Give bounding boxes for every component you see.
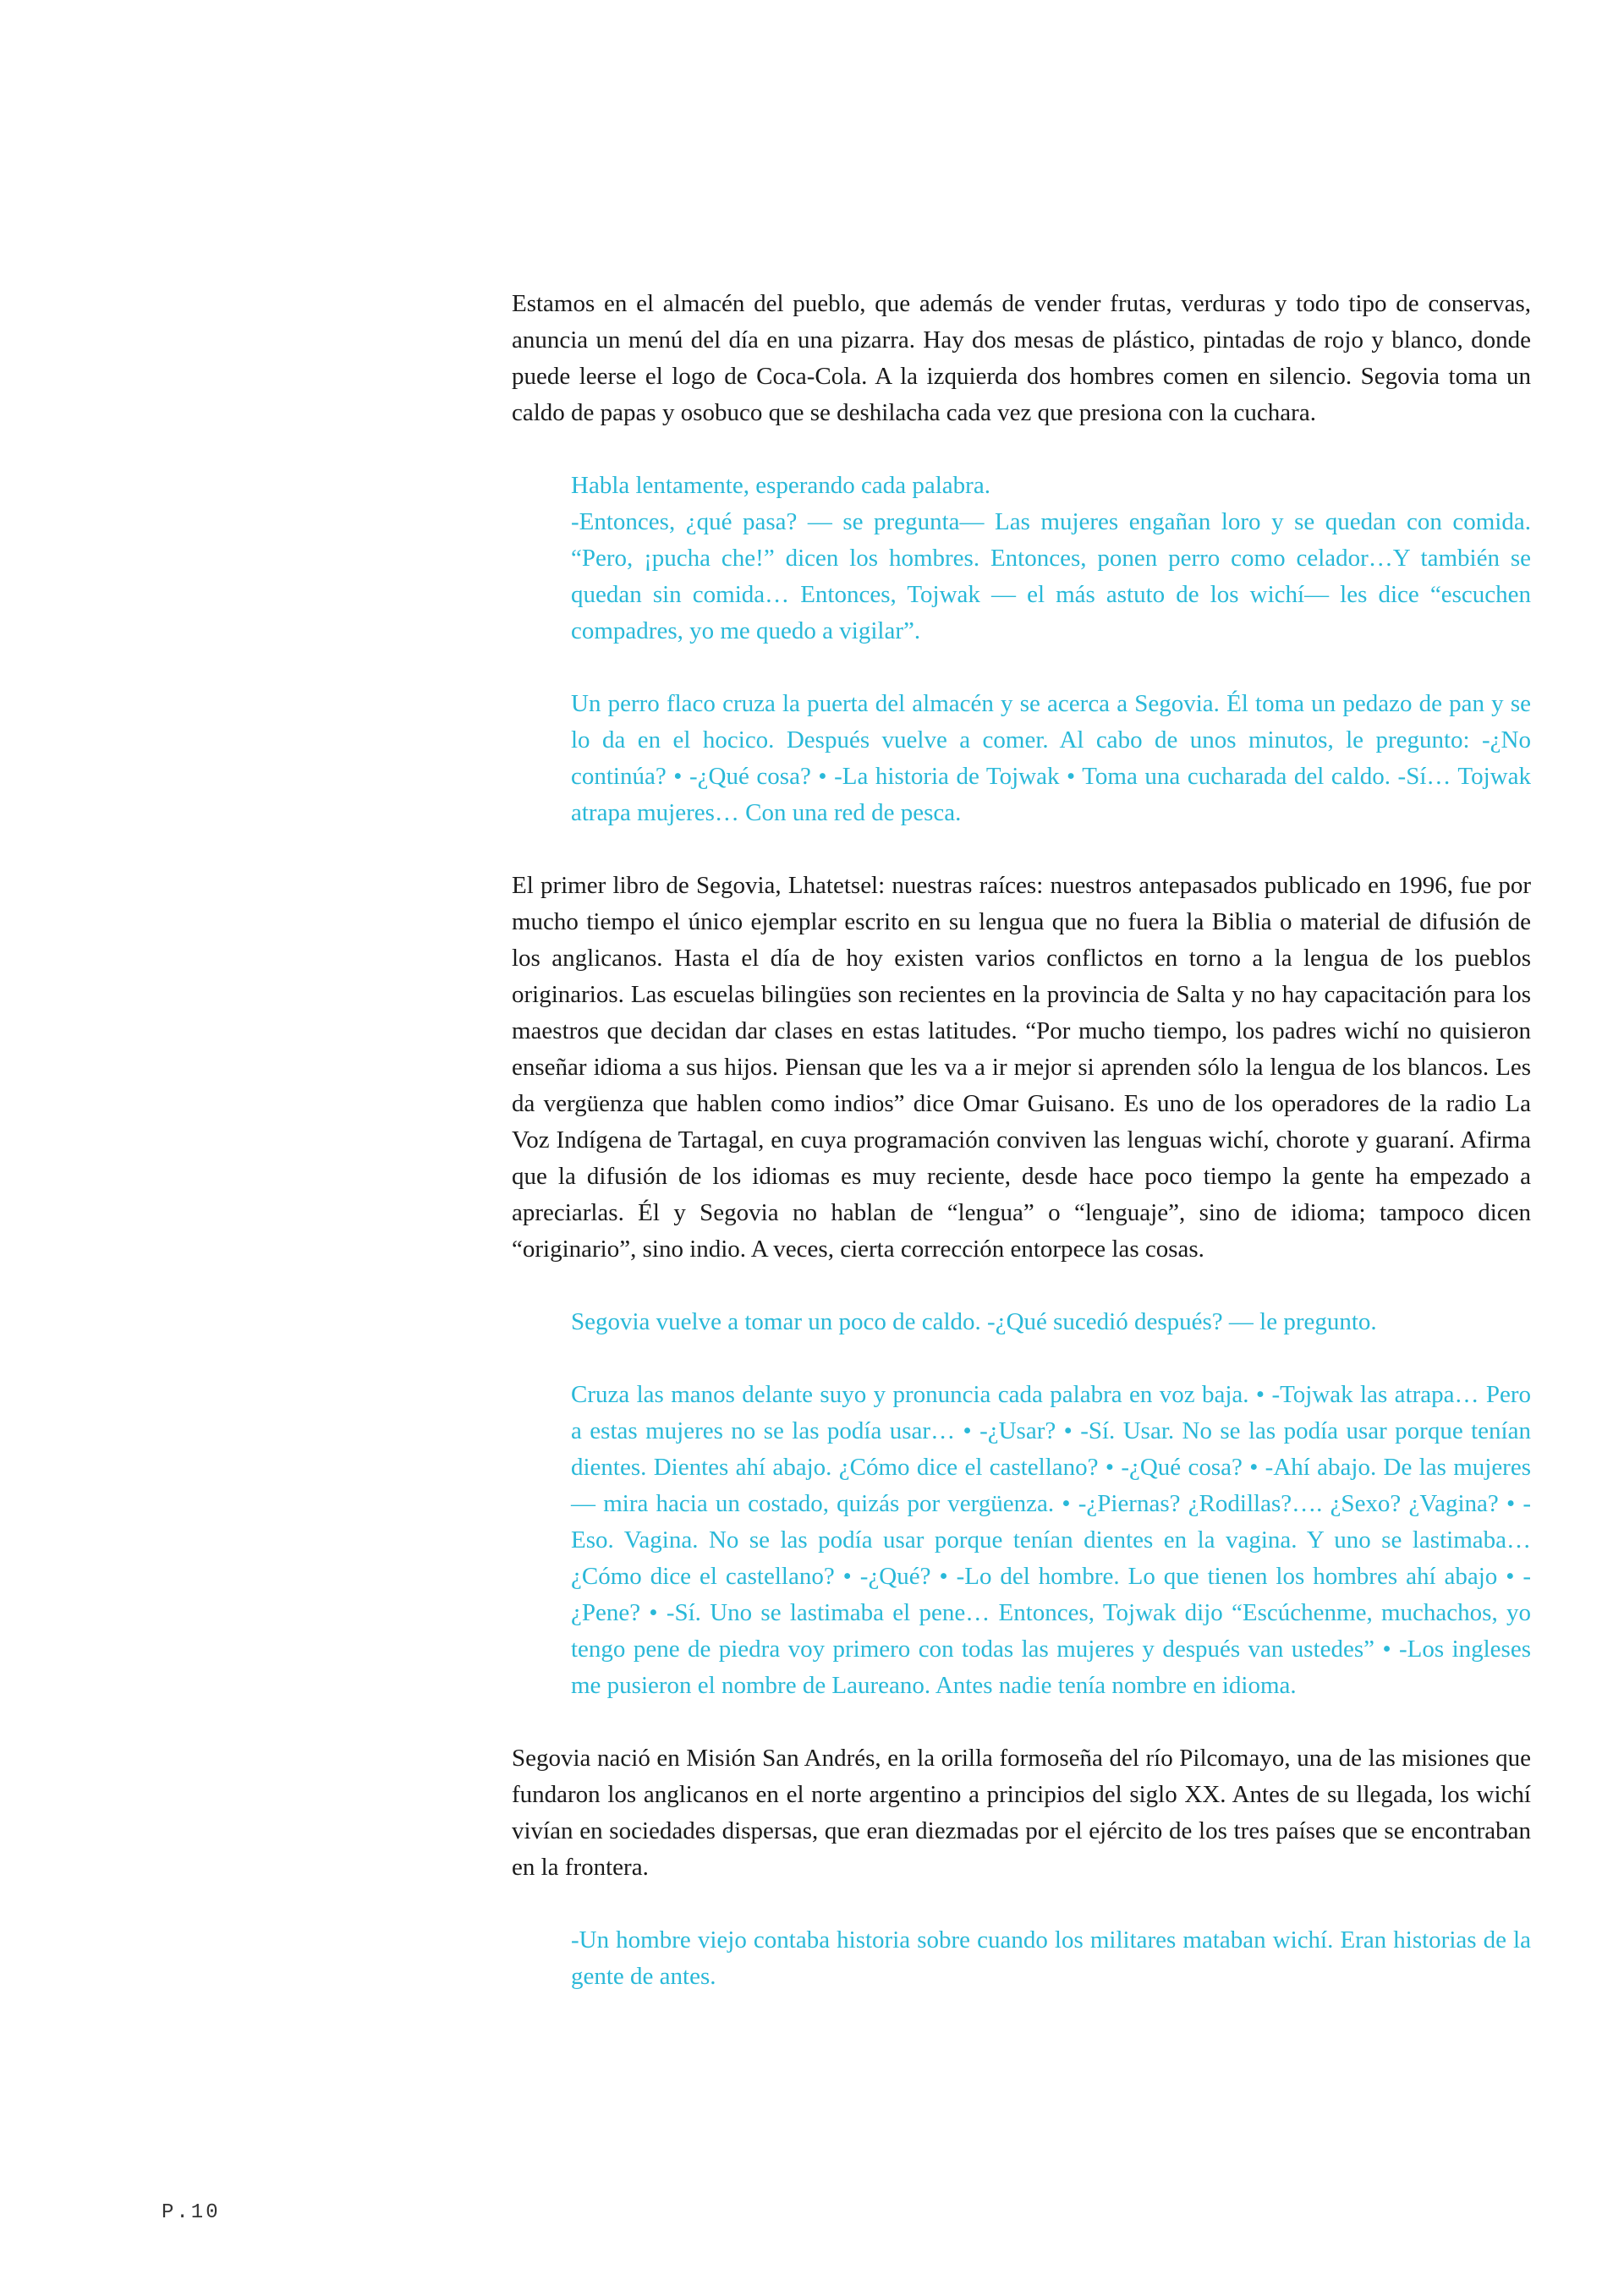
text-column bbox=[512, 286, 1531, 1995]
quote-paragraph-hombre-viejo: -Un hombre viejo contaba historia sobre cuando los militares mataban wichí. Eran historias de la gente de antes. bbox=[571, 1926, 1531, 1990]
quote-paragraph-caldo: Segovia vuelve a tomar un poco de caldo. -¿Qué sucedió después? — le pregunto. bbox=[571, 1308, 1377, 1335]
quote-paragraph-perro: Un perro flaco cruza la puerta del almacén y se acerca a Segovia. Él toma un pedazo de pan y se lo da en el hocico. Después vuelve a comer. Al cabo de unos minutos, le pregunto: -¿No continúa? • -¿Qué cosa? • -La historia de Tojwak • Toma una cucharada del caldo. -Sí… Tojwak atrapa mujeres… Con una red de pesca. bbox=[571, 690, 1531, 826]
quote-block-manos bbox=[571, 1377, 1531, 1704]
quote-block-caldo bbox=[571, 1304, 1531, 1340]
quote-block-habla bbox=[571, 468, 1531, 649]
quote-block-hombre-viejo bbox=[571, 1922, 1531, 1995]
quote-block-perro bbox=[571, 686, 1531, 831]
quote-paragraph-manos: Cruza las manos delante suyo y pronuncia cada palabra en voz baja. • -Tojwak las atrapa… Pero a estas mujeres no se las podía usar… • -¿Usar? • -Sí. Usar. No se las podía usar porque tenían dientes. Dientes ahí abajo. ¿Cómo dice el castellano? • -¿Qué cosa? • -Ahí abajo. De las mujeres — mira hacia un costado, quizás por vergüenza. • -¿Piernas? ¿Rodillas?…. ¿Sexo? ¿Vagina? • -Eso. Vagina. No se las podía usar porque tenían dientes en la vagina. Y uno se lastimaba… ¿Cómo dice el castellano? • -¿Qué? • -Lo del hombre. Lo que tienen los hombres ahí abajo • -¿Pene? • -Sí. Uno se lastimaba el pene… Entonces, Tojwak dijo “Escúchenme, muchachos, yo tengo pene de piedra voy primero con todas las mujeres y después van ustedes” • -Los ingleses me pusieron el nombre de Laureano. Antes nadie tenía nombre en idioma. bbox=[571, 1381, 1531, 1699]
body-paragraph-mision: Segovia nació en Misión San Andrés, en la orilla formoseña del río Pilcomayo, una de las misiones que fundaron los anglicanos en el norte argentino a principios del siglo XX. Antes de su llegada, los wichí vivían en sociedades dispersas, que eran diezmadas por el ejército de los tres países que se encontraban en la frontera. bbox=[512, 1745, 1531, 1881]
page-number: P.10 bbox=[162, 2201, 221, 2224]
quote-line-habla: Habla lentamente, esperando cada palabra. bbox=[571, 472, 990, 499]
body-paragraph-almacen: Estamos en el almacén del pueblo, que además de vender frutas, verduras y todo tipo de conservas, anuncia un menú del día en una pizarra. Hay dos mesas de plástico, pintadas de rojo y blanco, donde puede leerse el logo de Coca-Cola. A la izquierda dos hombres comen en silencio. Segovia toma un caldo de papas y osobuco que se deshilacha cada vez que presiona con la cuchara. bbox=[512, 290, 1531, 426]
quote-line-entonces: -Entonces, ¿qué pasa? — se pregunta— Las mujeres engañan loro y se quedan con comida. “Pero, ¡pucha che!” dicen los hombres. Entonces, ponen perro como celador…Y también se quedan sin comida… Entonces, Tojwak — el más astuto de los wichí— les dice “escuchen compadres, yo me quedo a vigilar”. bbox=[571, 508, 1531, 644]
body-paragraph-libro: El primer libro de Segovia, Lhatetsel: nuestras raíces: nuestros antepasados publicado en 1996, fue por mucho tiempo el único ejemplar escrito en su lengua que no fuera la Biblia o material de difusión de los anglicanos. Hasta el día de hoy existen varios conflictos en torno a la lengua de los pueblos originarios. Las escuelas bilingües son recientes en la provincia de Salta y no hay capacitación para los maestros que decidan dar clases en estas latitudes. “Por mucho tiempo, los padres wichí no quisieron enseñar idioma a sus hijos. Piensan que les va a ir mejor si aprenden sólo la lengua de los blancos. Les da vergüenza que hablen como indios” dice Omar Guisano. Es uno de los operadores de la radio La Voz Indígena de Tartagal, en cuya programación conviven las lenguas wichí, chorote y guaraní. Afirma que la difusión de los idiomas es muy reciente, desde hace poco tiempo la gente ha empezado a apreciarlas. Él y Segovia no hablan de “lengua” o “lenguaje”, sino de idioma; tampoco dicen “originario”, sino indio. A veces, cierta corrección entorpece las cosas. bbox=[512, 872, 1531, 1263]
